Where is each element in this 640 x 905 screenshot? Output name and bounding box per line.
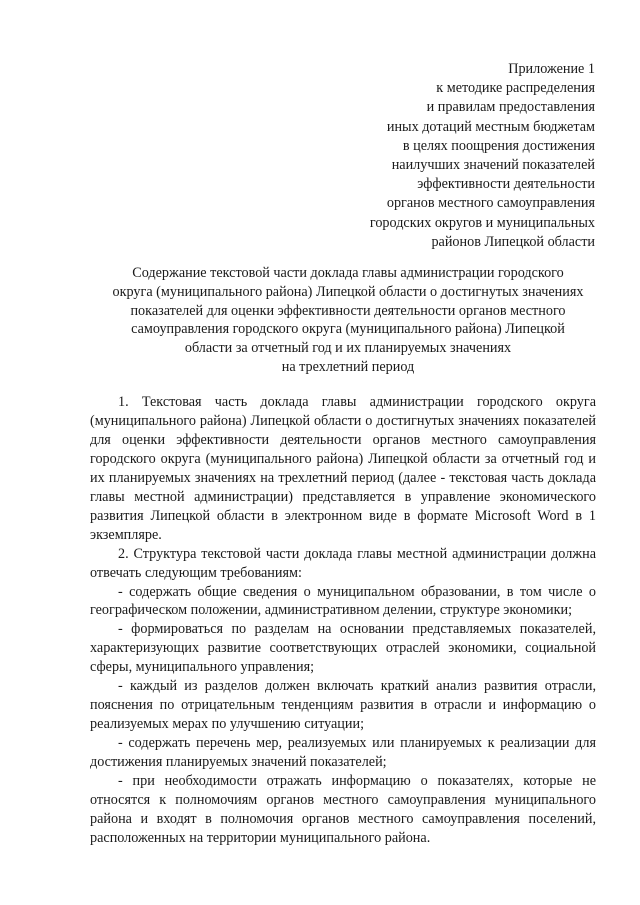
document-body — [90, 393, 596, 848]
annex-line: и правилам предоставления — [426, 99, 595, 116]
title-line: области за отчетный год и их планируемых значениях — [184, 340, 512, 357]
title-line: округа (муниципального района) Липецкой области о достигнутых значениях — [112, 283, 584, 300]
requirement-item: - формироваться по разделам на основании представляемых показателей, характеризующих развитие соответствующих отраслей экономики, социальной сферы, муниципального управления; — [90, 621, 596, 676]
paragraph-2: 2. Структура текстовой части доклада главы местной администрации должна отвечать следующим требованиям: — [90, 545, 596, 581]
annex-line: органов местного самоуправления — [386, 195, 595, 212]
title-line: самоуправления городского округа (муниципального района) Липецкой — [131, 321, 565, 338]
requirement-item: - каждый из разделов должен включать краткий анализ развития отрасли, пояснения по отрицательным тенденциям развития в отрасли и информацию о реализуемых мерах по улучшению ситуации; — [90, 678, 596, 733]
paragraph-1: 1. Текстовая часть доклада главы администрации городского округа (муниципального района) Липецкой области о достигнутых значениях показателей для оценки эффективности деятельности органов местного самоуправления городского округа (муниципального района) Липецкой области за отчетный год и их планируемых значениях на трехлетний период (далее - текстовая часть доклада главы местной администрации) представляется в управление экономического развития Липецкой области в электронном виде в формате Microsoft Word в 1 экземпляре. — [90, 394, 596, 543]
annex-line: городских округов и муниципальных — [369, 214, 595, 231]
title-line: Содержание текстовой части доклада главы администрации городского — [132, 265, 564, 281]
annex-line: эффективности деятельности — [417, 176, 595, 193]
requirement-item: - содержать общие сведения о муниципальном образовании, в том числе о географическом положении, административном делении, структуре экономики; — [90, 583, 596, 619]
document-title — [88, 264, 608, 377]
annex-line: Приложение 1 — [508, 61, 595, 77]
title-line: на трехлетний период — [281, 358, 415, 375]
annex-line: районов Липецкой области — [431, 233, 595, 250]
annex-header — [255, 60, 595, 252]
annex-line: наилучших значений показателей — [391, 157, 595, 174]
annex-line: иных дотаций местным бюджетам — [386, 118, 595, 135]
annex-line: к методике распределения — [436, 80, 595, 97]
requirement-item: - при необходимости отражать информацию о показателях, которые не относятся к полномочиям органов местного самоуправления муниципального района и входят в полномочия органов местного самоуправления поселений, расположенных на территории муниципального района. — [90, 773, 596, 846]
requirement-item: - содержать перечень мер, реализуемых или планируемых к реализации для достижения планируемых значений показателей; — [90, 735, 596, 771]
title-line: показателей для оценки эффективности деятельности органов местного — [130, 302, 566, 319]
annex-line: в целях поощрения достижения — [402, 137, 595, 154]
